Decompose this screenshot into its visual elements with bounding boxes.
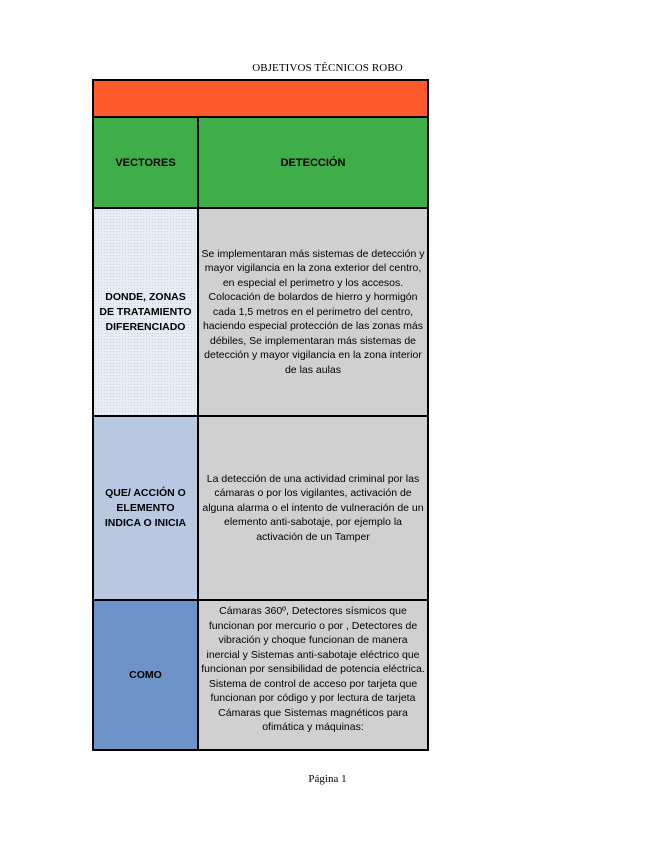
column-header-deteccion: DETECCIÓN: [199, 118, 427, 209]
column-header-vectores: VECTORES: [94, 118, 199, 209]
page-title: OBJETIVOS TÉCNICOS ROBO: [252, 62, 403, 74]
objectives-table: [92, 79, 429, 751]
row-text-como: Cámaras 360º, Detectores sísmicos que funcionan por mercurio o por , Detectores de vibración y choque funcionan de manera inercial y Sistemas anti-sabotaje eléctrico que funcionan por sensibilidad de potencia eléctrica. Sistema de control de acceso por tarjeta que funcionan por código y por lectura de tarjeta Cámaras que Sistemas magnéticos para ofimática y máquinas:: [199, 601, 427, 749]
page-number: Página 1: [308, 773, 347, 785]
row-label-donde: DONDE, ZONAS DE TRATAMIENTO DIFERENCIADO: [94, 209, 199, 417]
row-text-donde: Se implementaran más sistemas de detección y mayor vigilancia en la zona exterior del centro, en especial el perimetro y los accesos. Colocación de bolardos de hierro y hormigón cada 1,5 metros en el perimetro del centro, haciendo especial protección de las zonas más débiles, Se implementaran más sistemas de detección y mayor vigilancia en la zona interior de las aulas: [199, 209, 427, 417]
row-text-que: La detección de una actividad criminal por las cámaras o por los vigilantes, activación de alguna alarma o el intento de vulneración de un elemento anti-sabotaje, por ejemplo la activación de un Tamper: [199, 417, 427, 601]
row-label-como: COMO: [94, 601, 199, 749]
row-label-que: QUE/ ACCIÓN O ELEMENTO INDICA O INICIA: [94, 417, 199, 601]
table-title-bar: [94, 81, 427, 118]
